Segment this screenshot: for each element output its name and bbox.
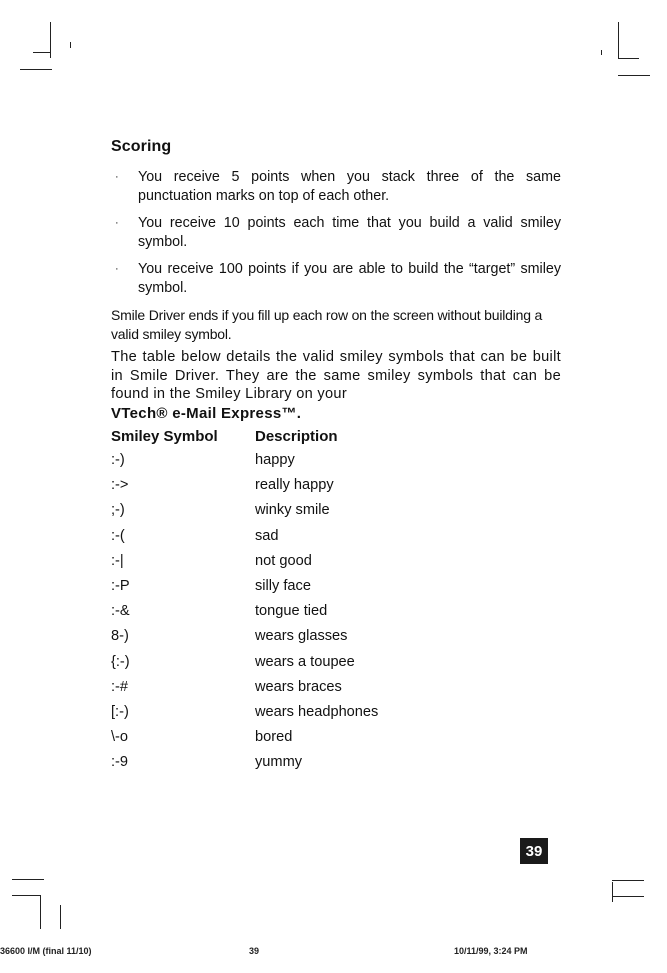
footer-right: 10/11/99, 3:24 PM xyxy=(454,946,528,956)
smiley-description: winky smile xyxy=(255,502,330,519)
list-item xyxy=(111,214,561,252)
smiley-description: not good xyxy=(255,552,312,569)
smiley-table xyxy=(111,426,378,775)
smiley-description: wears a toupee xyxy=(255,653,355,670)
table-row xyxy=(111,599,378,624)
page-content xyxy=(111,138,561,775)
list-item-text: You receive 10 points each time that you build a valid smiley symbol. xyxy=(138,215,561,250)
table-row xyxy=(111,624,378,649)
smiley-symbol: :-# xyxy=(111,678,129,695)
bullet-marker: · xyxy=(115,217,119,229)
crop-mark-bottom-left-h xyxy=(12,879,44,880)
smiley-description: silly face xyxy=(255,578,311,595)
smiley-symbol: :-| xyxy=(111,552,124,569)
table-row xyxy=(111,699,378,724)
table-row xyxy=(111,448,378,473)
table-row xyxy=(111,523,378,548)
smiley-description: wears headphones xyxy=(255,703,379,720)
smiley-symbol: :-) xyxy=(111,452,125,469)
bullet-marker: · xyxy=(115,171,119,183)
crop-mark-top-right-v xyxy=(618,22,619,58)
crop-mark-top-right-h xyxy=(618,58,639,59)
crop-mark-top-right-dot xyxy=(601,50,602,55)
smiley-symbol: :-> xyxy=(111,477,129,494)
column-header-symbol: Smiley Symbol xyxy=(111,428,218,445)
crop-mark-bottom-right-h2 xyxy=(612,896,644,897)
crop-mark-bottom-left-v xyxy=(40,895,41,929)
column-header-description: Description xyxy=(255,428,338,445)
smiley-symbol: \-o xyxy=(111,729,129,746)
footer-center: 39 xyxy=(249,946,260,956)
table-row xyxy=(111,473,378,498)
bullet-marker: · xyxy=(115,263,119,275)
product-name: VTech® e-Mail Express™. xyxy=(111,404,302,422)
game-end-paragraph: Smile Driver ends if you fill up each row on the screen without building a valid smiley symbol. xyxy=(111,307,543,342)
smiley-symbol: :-P xyxy=(111,578,130,595)
smiley-description: sad xyxy=(255,527,279,544)
smiley-symbol: {:-) xyxy=(111,653,130,670)
table-intro-text: The table below details the valid smiley symbols that can be built in Smile Driver. They are the same smiley symbols that can be found in the Smiley Library on your xyxy=(111,349,561,402)
table-row xyxy=(111,750,378,775)
crop-mark-bottom-left-v2 xyxy=(60,905,61,929)
crop-mark-top-left-v xyxy=(50,22,51,58)
list-item-text: You receive 100 points if you are able to build the “target” smiley symbol. xyxy=(138,261,561,296)
smiley-description: wears glasses xyxy=(255,628,348,645)
smiley-description: yummy xyxy=(255,754,303,771)
page-number-badge: 39 xyxy=(520,838,548,864)
table-row xyxy=(111,498,378,523)
scoring-list xyxy=(111,168,561,298)
table-row xyxy=(111,649,378,674)
list-item-text: You receive 5 points when you stack three of the same punctuation marks on top of each other. xyxy=(138,169,561,204)
table-row xyxy=(111,573,378,598)
crop-mark-bottom-left-h2 xyxy=(12,895,40,896)
table-row xyxy=(111,548,378,573)
table-header-row xyxy=(111,426,378,448)
list-item xyxy=(111,168,561,206)
crop-mark-bottom-right-h xyxy=(612,880,644,881)
crop-mark-top-left-tick xyxy=(33,52,50,53)
smiley-symbol: :-9 xyxy=(111,754,129,771)
smiley-description: wears braces xyxy=(255,678,342,695)
footer-left: 36600 I/M (final 11/10) xyxy=(0,946,92,956)
smiley-symbol: ;-) xyxy=(111,502,125,519)
table-row xyxy=(111,725,378,750)
crop-mark-top-left-dot xyxy=(70,42,71,48)
smiley-symbol: :-( xyxy=(111,527,125,544)
crop-mark-top-right-h2 xyxy=(618,75,650,76)
smiley-symbol: [:-) xyxy=(111,703,129,720)
smiley-description: tongue tied xyxy=(255,603,328,620)
smiley-symbol: :-& xyxy=(111,603,130,620)
crop-mark-top-left-h xyxy=(20,69,52,70)
section-heading: Scoring xyxy=(111,138,172,155)
smiley-symbol: 8-) xyxy=(111,628,129,645)
list-item xyxy=(111,260,561,298)
smiley-description: bored xyxy=(255,729,293,746)
smiley-description: really happy xyxy=(255,477,334,494)
table-intro-paragraph xyxy=(111,348,561,424)
table-row xyxy=(111,674,378,699)
smiley-description: happy xyxy=(255,452,295,469)
crop-mark-bottom-right-v xyxy=(612,882,613,902)
